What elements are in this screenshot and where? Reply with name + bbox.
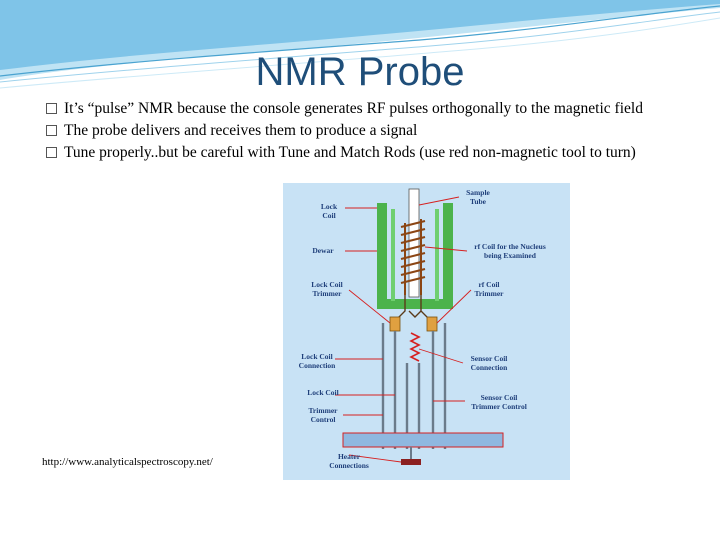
rf-coil-trimmer: [427, 317, 437, 331]
label-heater-connections: Heater Connections: [329, 452, 369, 470]
label-sample-tube: Sample Tube: [466, 188, 490, 206]
bullet-text: Tune properly..but be careful with Tune and Match Rods (use red non-magnetic tool to turn): [64, 144, 636, 161]
bullet-list: [46, 99, 686, 165]
label-lock-coil: Lock Coil: [320, 202, 338, 220]
lock-coil-trimmer: [390, 317, 400, 331]
bullet-box-icon: [46, 103, 57, 114]
label-lock-coil-trimmer: Lock Coil Trimmer: [311, 280, 343, 298]
slide-title: NMR Probe: [255, 50, 465, 94]
heater-base: [343, 433, 503, 447]
label-lock-coil-connection: Lock Coil Connection: [298, 352, 336, 370]
bullet-text: The probe delivers and receives them to produce a signal: [64, 122, 418, 139]
source-link[interactable]: http://www.analyticalspectroscopy.net/: [42, 456, 213, 468]
label-sensor-coil-trimmer-control: Sensor Coil Trimmer Control: [471, 393, 527, 411]
bullet-box-icon: [46, 147, 57, 158]
label-sensor-coil-connection: Sensor Coil Connection: [470, 354, 508, 372]
bullet-item: [46, 143, 686, 162]
nmr-probe-diagram: [283, 183, 570, 480]
label-lock-coil-lower: Lock Coil: [307, 388, 339, 397]
heater-connector: [401, 459, 421, 465]
bullet-box-icon: [46, 125, 57, 136]
label-rf-coil: rf Coil for the Nucleus being Examined: [474, 242, 546, 260]
label-rf-coil-trimmer: rf Coil Trimmer: [474, 280, 504, 298]
bullet-item: [46, 99, 686, 118]
bullet-text: It’s “pulse” NMR because the console generates RF pulses orthogonally to the magnetic field: [64, 100, 643, 117]
bullet-item: [46, 121, 686, 140]
label-trimmer-control: Trimmer Control: [308, 406, 338, 424]
label-dewar: Dewar: [312, 246, 334, 255]
